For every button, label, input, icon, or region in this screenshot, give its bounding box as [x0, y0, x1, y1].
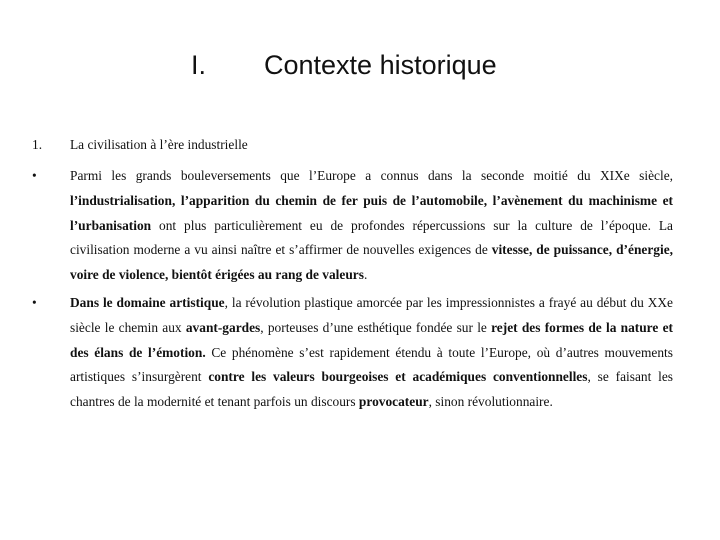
emphasis-run: avant-gardes — [185, 319, 261, 335]
text-run: Ce phénomène s’est rapidement étendu à toute l’Europe, où d’autres mouvements artistiques s’insurgèrent — [70, 344, 673, 385]
text-run: ont plus particulièrement eu de profondes répercussions sur la culture de l’époque. La civilisation moderne a vu ainsi naître et s’affirmer de nouvelles exigences de — [70, 217, 673, 258]
emphasis-run: Dans le domaine artistique — [70, 295, 225, 310]
text-run: , la révolution plastique amorcée par les impressionnistes a frayé au début du XXe siècle le chemin aux — [70, 295, 673, 335]
title-text: Contexte historique — [264, 50, 497, 80]
section-heading: La civilisation à l’ère industrielle — [70, 137, 248, 152]
paragraph-artistic-domain — [70, 291, 673, 415]
emphasis-run: contre les valeurs bourgeoises et académiques conventionnelles — [208, 369, 588, 385]
bullet-marker: • — [32, 295, 37, 310]
text-run: . — [363, 267, 368, 283]
slide-title — [0, 50, 720, 90]
emphasis-run: rejet des formes de la nature et des élans de l’émotion. — [70, 319, 673, 360]
paragraph-industrial-civilisation — [70, 164, 673, 288]
section-number: 1. — [32, 137, 43, 152]
text-run: , porteuses d’une esthétique fondée sur le — [260, 319, 492, 335]
text-run: Parmi les grands bouleversements que l’Europe a connus dans la seconde moitié du XIXe siècle, — [70, 168, 673, 183]
emphasis-run: provocateur — [358, 394, 429, 410]
emphasis-run: vitesse, de puissance, d’énergie, voire de violence, bientôt érigées au rang de valeurs — [70, 242, 673, 283]
bullet-marker: • — [32, 168, 37, 183]
text-run: , sinon révolutionnaire. — [428, 394, 553, 410]
text-run: , se faisant les chantres de la modernité et tenant parfois un discours — [70, 369, 673, 410]
emphasis-run: l’industrialisation, l’apparition du chemin de fer puis de l’automobile, l’avènement du machinisme et l’urbanisation — [70, 192, 673, 233]
title-number: I. — [191, 50, 207, 80]
